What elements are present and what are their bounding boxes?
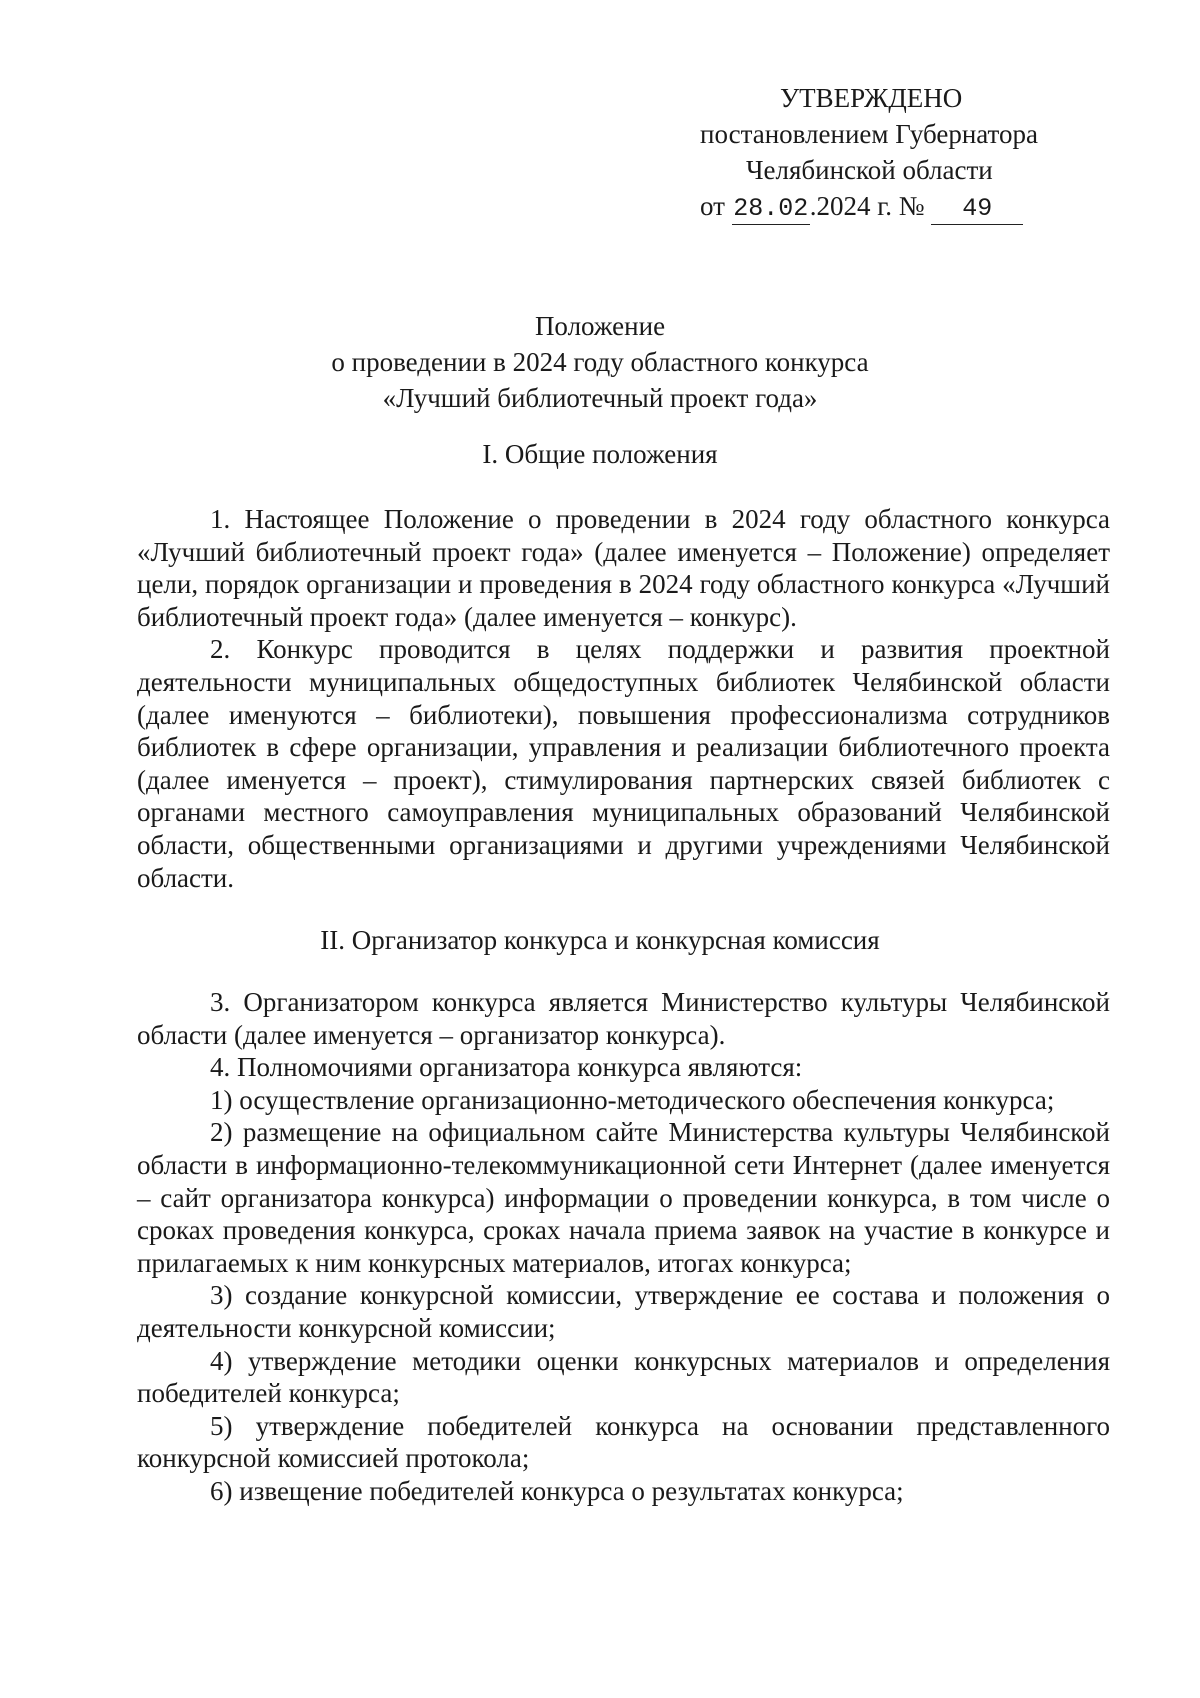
title-line-1: Положение <box>534 311 666 341</box>
section-2-body <box>137 986 1110 1508</box>
paragraph: 3. Организатором конкурса является Министерство культуры Челябинской области (далее именуется – организатор конкурса). <box>137 987 1110 1050</box>
list-item: 6) извещение победителей конкурса о результатах конкурса; <box>210 1475 904 1506</box>
section-2-heading: II. Организатор конкурса и конкурсная комиссия <box>320 925 880 955</box>
list-item: 2) размещение на официальном сайте Министерства культуры Челябинской области в информационно-телекоммуникационной сети Интернет (далее именуется – сайт организатора конкурса) информации о проведении конкурса, в том числе о сроках проведения конкурса, сроках начала приема заявок на участие в конкурсе и прилагаемых к ним конкурсных материалов, итогах конкурса; <box>137 1117 1110 1278</box>
section-1-body <box>137 503 1110 894</box>
handwritten-decree-number: 49 <box>931 194 1023 225</box>
list-item: 1) осуществление организационно-методического обеспечения конкурса; <box>210 1084 1055 1115</box>
list-item: 5) утверждение победителей конкурса на основании представленного конкурсной комиссией протокола; <box>137 1410 1110 1474</box>
decree-year-number-label: .2024 г. № <box>809 191 925 221</box>
decree-line: постановлением Губернатора <box>700 119 1038 149</box>
document-title <box>0 308 1200 416</box>
handwritten-date: 28.02 <box>733 194 809 223</box>
section-1-heading: I. Общие положения <box>482 439 718 469</box>
region-line: Челябинской области <box>746 155 993 185</box>
list-item: 4) утверждение методики оценки конкурсных материалов и определения победителей конкурса; <box>137 1345 1110 1409</box>
paragraph: 2. Конкурс проводится в целях поддержки и развития проектной деятельности муниципальных общедоступных библиотек Челябинской области (далее именуются – библиотеки), повышения профессионализма сотрудников библиотек в сфере организации, управления и реализации библиотечного проекта (далее именуется – проект), стимулирования партнерских связей библиотек с органами местного самоуправления муниципальных образований Челябинской области, общественными организациями и другими учреждениями Челябинской области. <box>137 634 1110 893</box>
list-item: 3) создание конкурсной комиссии, утверждение ее состава и положения о деятельности конкурсной комиссии; <box>137 1280 1110 1343</box>
decree-date-line <box>700 188 1023 225</box>
paragraph: 4. Полномочиями организатора конкурса являются: <box>210 1052 803 1083</box>
date-prefix: от <box>700 191 725 221</box>
title-line-2: о проведении в 2024 году областного конкурса <box>331 347 869 377</box>
approved-label: УТВЕРЖДЕНО <box>780 83 963 113</box>
title-line-3: «Лучший библиотечный проект года» <box>382 383 818 413</box>
paragraph: 1. Настоящее Положение о проведении в 2024 году областного конкурса «Лучший библиотечный проект года» (далее именуется – Положение) определяет цели, порядок организации и проведения в 2024 году областного конкурса «Лучший библиотечный проект года» (далее именуется – конкурс). <box>137 504 1110 632</box>
